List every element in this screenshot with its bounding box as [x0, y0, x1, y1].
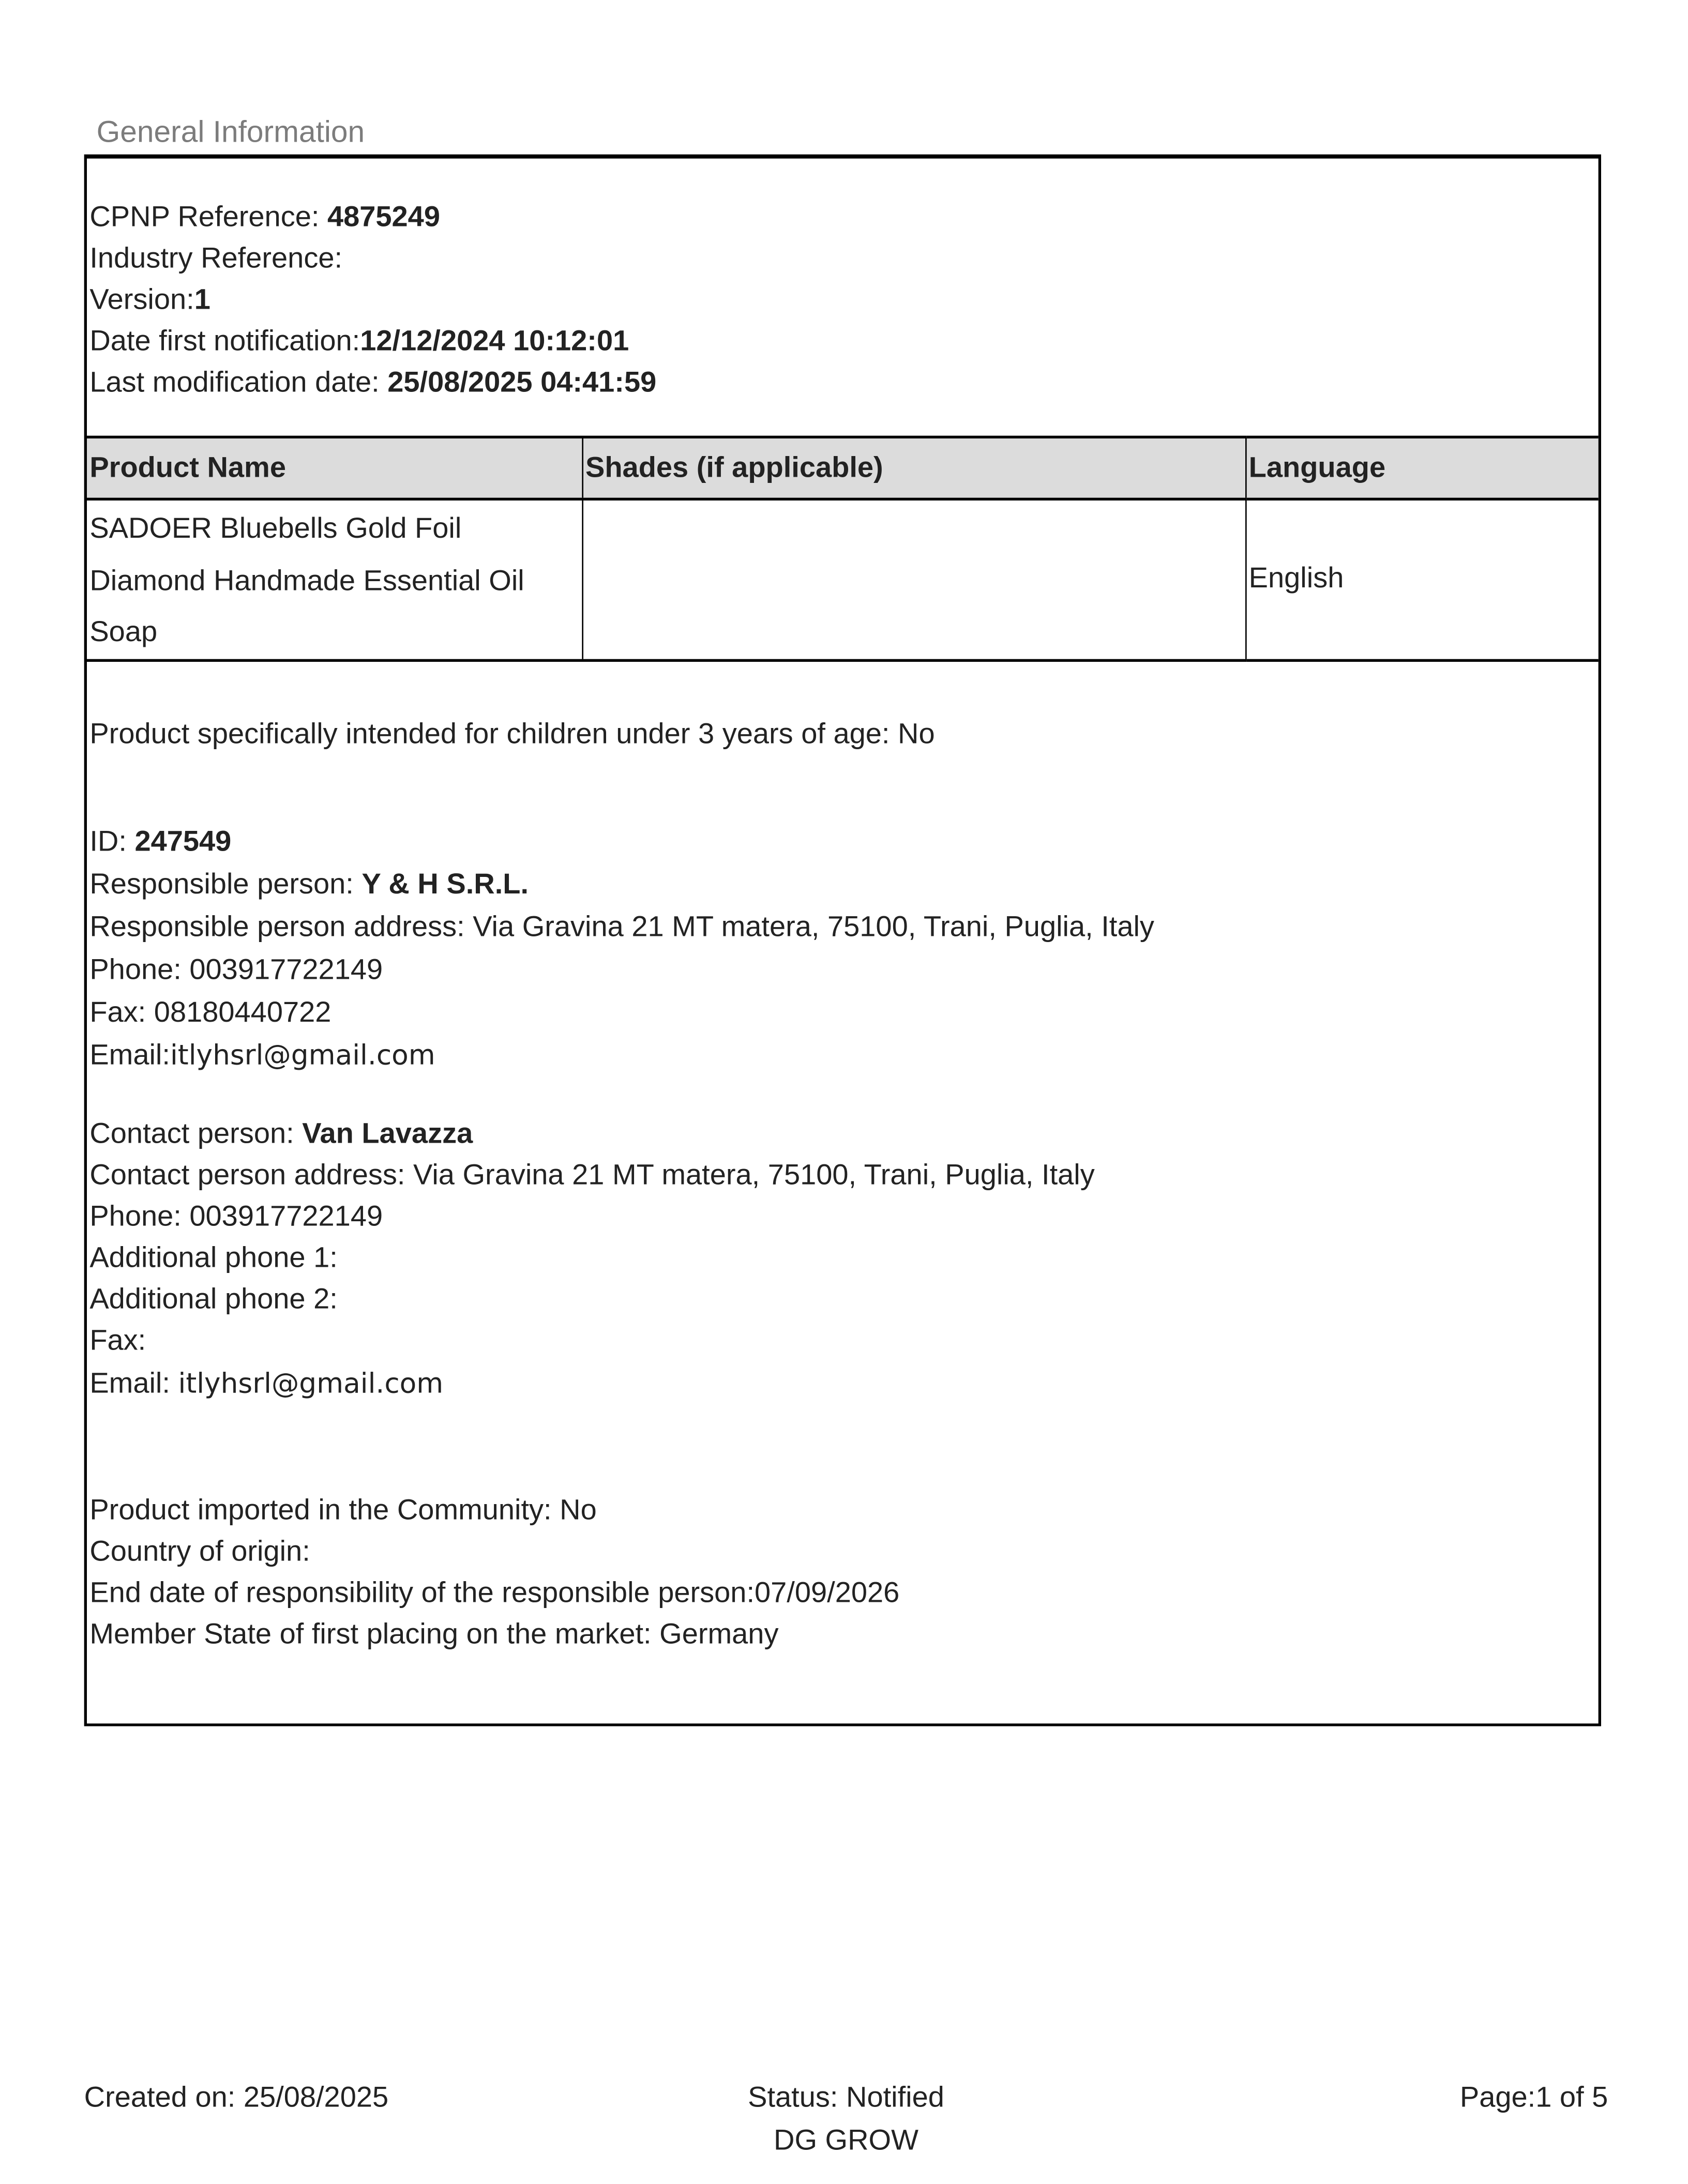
- responsible-address-line: Responsible person address: Via Gravina 21 MT matera, 75100, Trani, Puglia, Italy: [89, 911, 1154, 943]
- date-first-notification-label: Date first notification:: [89, 325, 360, 357]
- contact-fax-line: Fax:: [89, 1324, 146, 1356]
- product-name-line-1: SADOER Bluebells Gold Foil: [89, 513, 462, 545]
- contact-phone-line: Phone: 003917722149: [89, 1200, 383, 1232]
- responsible-person-block: [89, 820, 1598, 1076]
- responsible-id-value: 247549: [134, 825, 232, 857]
- responsible-email-value: itlyhsrl@gmail.com: [170, 1037, 435, 1071]
- product-name-line-2: Diamond Handmade Essential Oil: [89, 565, 524, 597]
- last-modification-line: [89, 362, 1598, 404]
- last-modification-label: Last modification date:: [89, 367, 388, 399]
- end-date-responsibility-line: End date of responsibility of the responsible person:07/09/2026: [89, 1576, 900, 1609]
- children-intended-note: Product specifically intended for children under 3 years of age: No: [89, 718, 935, 750]
- last-modification-value: 25/08/2025 04:41:59: [387, 367, 657, 399]
- contact-additional-phone-2-line: Additional phone 2:: [89, 1283, 338, 1315]
- footer-row-1: [84, 2076, 1608, 2119]
- notification-details: [89, 197, 1598, 404]
- market-info-block: [89, 1490, 1598, 1655]
- responsible-email-label: Email:: [89, 1039, 170, 1071]
- product-table-header-row: [87, 437, 1599, 499]
- product-table-row: [87, 499, 1599, 660]
- general-info-panel: [84, 155, 1601, 1726]
- responsible-id-label: ID:: [89, 825, 135, 857]
- responsible-phone-line: Phone: 003917722149: [89, 953, 383, 985]
- cpnp-reference-label: CPNP Reference:: [89, 201, 327, 233]
- product-table: [87, 436, 1599, 661]
- contact-person-label: Contact person:: [89, 1117, 303, 1149]
- responsible-fax-line: Fax: 08180440722: [89, 996, 331, 1028]
- version-line: [89, 280, 1598, 321]
- language-cell: English: [1245, 499, 1599, 660]
- responsible-email-line: [89, 1034, 1598, 1076]
- industry-reference-label: Industry Reference:: [89, 242, 343, 275]
- responsible-person-line: [89, 862, 1598, 905]
- footer-page-number: Page:1 of 5: [1459, 2082, 1608, 2114]
- page-footer: [84, 2076, 1608, 2162]
- contact-email-line: [89, 1361, 1598, 1404]
- responsible-person-value: Y & H S.R.L.: [361, 868, 529, 900]
- footer-status: Status: Notified: [748, 2082, 944, 2114]
- version-value: 1: [194, 284, 210, 316]
- product-name-line-3: Soap: [89, 616, 158, 648]
- column-header-language: Language: [1245, 437, 1599, 499]
- shades-cell: [582, 499, 1245, 660]
- footer-created-on: Created on: 25/08/2025: [84, 2082, 389, 2114]
- product-imported-line: Product imported in the Community: No: [89, 1494, 597, 1526]
- contact-email-value: itlyhsrl@gmail.com: [178, 1366, 444, 1399]
- industry-reference-line: [89, 238, 1598, 280]
- column-header-product-name: Product Name: [87, 437, 582, 499]
- footer-row-2: [84, 2119, 1608, 2162]
- cpnp-reference-line: [89, 197, 1598, 238]
- contact-person-value: Van Lavazza: [302, 1117, 473, 1149]
- contact-person-block: [89, 1113, 1598, 1404]
- responsible-id-line: [89, 820, 1598, 862]
- cpnp-reference-value: 4875249: [327, 201, 440, 233]
- date-first-notification-line: [89, 321, 1598, 362]
- contact-address-line: Contact person address: Via Gravina 21 MT matera, 75100, Trani, Puglia, Italy: [89, 1159, 1095, 1191]
- responsible-person-label: Responsible person:: [89, 868, 362, 900]
- product-name-cell: [87, 499, 582, 660]
- country-of-origin-line: Country of origin:: [89, 1535, 310, 1567]
- contact-additional-phone-1-line: Additional phone 1:: [89, 1241, 338, 1273]
- member-state-line: Member State of first placing on the market: Germany: [89, 1618, 779, 1650]
- date-first-notification-value: 12/12/2024 10:12:01: [360, 325, 629, 357]
- contact-person-line: [89, 1113, 1598, 1155]
- footer-org: DG GROW: [774, 2125, 918, 2157]
- version-label: Version:: [89, 284, 194, 316]
- column-header-shades: Shades (if applicable): [582, 437, 1245, 499]
- page-title: General Information: [96, 114, 365, 149]
- contact-email-label: Email:: [89, 1367, 178, 1399]
